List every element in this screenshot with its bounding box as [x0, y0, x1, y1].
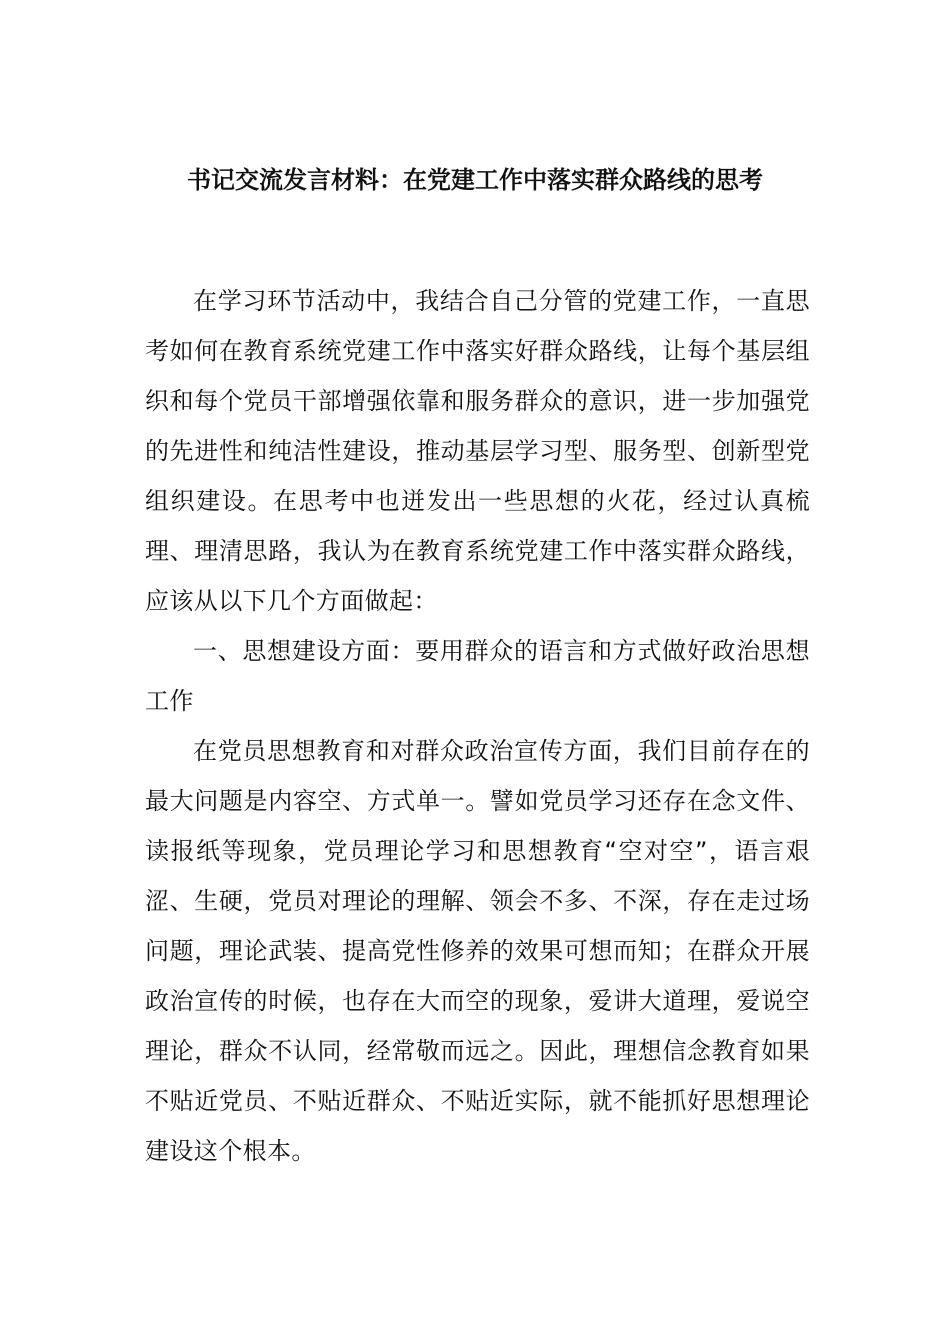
paragraph-section-heading: 一、思想建设方面：要用群众的语言和方式做好政治思想工作 — [145, 637, 810, 715]
paragraph-section-body: 在党员思想教育和对群众政治宣传方面，我们目前存在的最大问题是内容空、方式单一。譬如党员学习还存在念文件、读报纸等现象，党员理论学习和思想教育“空对空”，语言艰涩、生硬，党员对理论的理解、领会不多、不深，存在走过场问题，理论武装、提高党性修养的效果可想而知；在群众开展政治宣传的时候，也存在大而空的现象，爱讲大道理，爱说空理论，群众不认同，经常敬而远之。因此，理想信念教育如果不贴近党员、不贴近群众、不贴近实际，就不能抓好思想理论建设这个根本。 — [145, 737, 810, 1165]
document-body — [145, 276, 810, 1176]
paragraph-intro: 在学习环节活动中，我结合自己分管的党建工作，一直思考如何在教育系统党建工作中落实好群众路线，让每个基层组织和每个党员干部增强依靠和服务群众的意识，进一步加强党的先进性和纯洁性建设，推动基层学习型、服务型、创新型党组织建设。在思考中也迸发出一些思想的火花，经过认真梳理、理清思路，我认为在教育系统党建工作中落实群众路线，应该从以下几个方面做起： — [145, 287, 810, 615]
document-title: 书记交流发言材料：在党建工作中落实群众路线的思考 — [187, 166, 763, 194]
